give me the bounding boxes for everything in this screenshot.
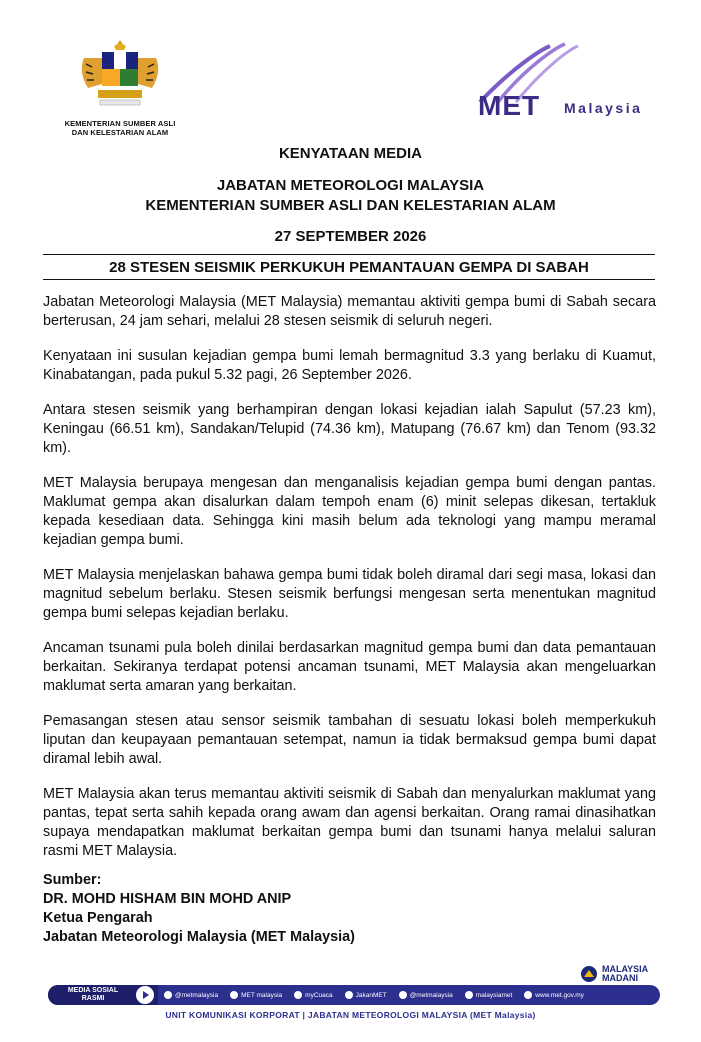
paragraph: Pemasangan stesen atau sensor seismik tambahan di sesuatu lokasi boleh memperkukuh liputan dan keupayaan pemantauan setempat, namun ia tidak bermaksud gempa bumi dapat diramal lebih awal.: [43, 713, 656, 767]
globe-icon: [524, 991, 532, 999]
coat-of-arms-icon: [74, 38, 166, 108]
paragraph: Ancaman tsunami pula boleh dinilai berdasarkan magnitud gempa bumi dan data pemantauan berkaitan. Sekiranya terdapat potensi ancaman tsunami, MET Malaysia akan mengeluarkan maklumat serta amaran yang berkaitan.: [43, 640, 656, 694]
social-media-bar: [48, 985, 660, 1005]
paragraph: MET Malaysia menjelaskan bahawa gempa bumi tidak boleh diramal dari segi masa, lokasi dan magnitud sebelum berlaku. Stesen seismik berfungsi mengesan serta menentukan magnitud gempa bumi selepas kejadian berlaku.: [43, 567, 656, 621]
signoff: [43, 871, 355, 947]
social-facebook[interactable]: MET malaysia: [230, 991, 282, 999]
play-icon: [136, 986, 154, 1004]
met-logo-subtext: Malaysia: [564, 100, 643, 116]
malaysia-madani-logo: MALAYSIA MADANI: [580, 963, 660, 985]
source-label: Sumber:: [43, 872, 102, 888]
social-mycuaca[interactable]: myCuaca: [294, 991, 332, 999]
social-jakanmet[interactable]: JakanMET: [345, 991, 387, 999]
headline: 28 STESEN SEISMIK PERKUKUH PEMANTAUAN GEMPA DI SABAH: [109, 259, 589, 276]
ministry-header: [55, 38, 185, 137]
paragraph: Kenyataan ini susulan kejadian gempa bumi lemah bermagnitud 3.3 yang berlaku di Kuamut, Kinabatangan, pada pukul 5.32 pagi, 26 September 2026.: [43, 348, 656, 383]
department-title: JABATAN METEOROLOGI MALAYSIA KEMENTERIAN SUMBER ASLI DAN KELESTARIAN ALAM: [145, 177, 556, 214]
facebook-icon: [465, 991, 473, 999]
paragraph: Jabatan Meteorologi Malaysia (MET Malaysia) memantau aktiviti gempa bumi di Sabah secara berterusan, 24 jam sehari, melalui 28 stesen seismik di seluruh negeri.: [43, 294, 656, 329]
social-instagram[interactable]: @metmalaysia: [164, 991, 218, 999]
headline-rule-bottom: [43, 279, 655, 280]
mycuaca-icon: [294, 991, 302, 999]
signatory-position: Ketua Pengarah: [43, 910, 153, 926]
met-logo-text: MET: [478, 90, 541, 121]
ministry-label: KEMENTERIAN SUMBER ASLI DAN KELESTARIAN ALAM: [64, 119, 176, 137]
madani-icon: [580, 965, 598, 983]
paragraph: MET Malaysia akan terus memantau aktiviti seismik di Sabah dan menyalurkan maklumat yang pantas, tepat serta sahih kepada orang awam dan agensi berkaitan. Orang ramai dinasihatkan supaya mendapatkan maklumat berkaitan gempa bumi dan tsunami hanya melalui saluran rasmi MET Malaysia.: [43, 786, 656, 859]
signatory-name: DR. MOHD HISHAM BIN MOHD ANIP: [43, 891, 292, 907]
social-facebook-page[interactable]: malaysiamet: [465, 991, 512, 999]
media-statement-title: KENYATAAN MEDIA: [278, 145, 423, 162]
footer-unit-line: UNIT KOMUNIKASI KORPORAT | JABATAN METEOROLOGI MALAYSIA (MET Malaysia): [165, 1010, 536, 1020]
paragraph: MET Malaysia berupaya mengesan dan menganalisis kejadian gempa bumi dengan pantas. Maklumat gempa akan disalurkan dalam tempoh enam (6) minit selepas dikesan, tertakluk kepada kesediaan data. Sehingga kini masih belum ada teknologi yang mampu meramal kejadian gempa bumi.: [43, 475, 656, 548]
signatory-organisation: Jabatan Meteorologi Malaysia (MET Malaysia): [43, 929, 355, 945]
social-threads[interactable]: @metmalaysia: [399, 991, 453, 999]
statement-body: [43, 293, 656, 877]
statement-date: 27 SEPTEMBER 2026: [274, 228, 427, 245]
threads-icon: [399, 991, 407, 999]
paragraph: Antara stesen seismik yang berhampiran dengan lokasi kejadian ialah Sapulut (57.23 km), Keningau (66.51 km), Sandakan/Telupid (74.36 km), Matupang (76.67 km) dan Tenom (93.32 km).: [43, 402, 656, 456]
social-label: MEDIA SOSIAL RASMI: [67, 987, 119, 1002]
jakanmet-icon: [345, 991, 353, 999]
headline-rule-top: [43, 254, 655, 255]
met-malaysia-logo: [470, 40, 660, 120]
instagram-icon: [164, 991, 172, 999]
facebook-icon: [230, 991, 238, 999]
social-website[interactable]: www.met.gov.my: [524, 991, 584, 999]
